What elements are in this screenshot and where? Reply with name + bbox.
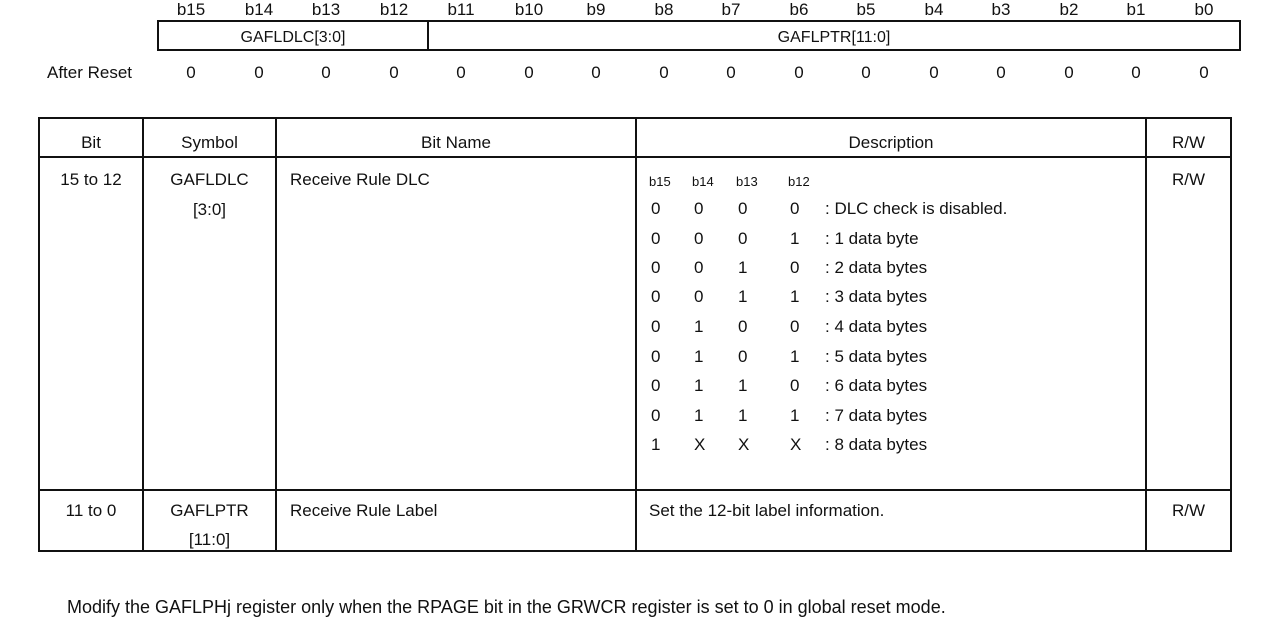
dlc-bit-value: 1 [790, 347, 800, 366]
header-divider [40, 156, 1230, 158]
reset-value: 0 [456, 63, 466, 82]
dlc-meaning: : 2 data bytes [825, 258, 928, 277]
bit-number: b8 [654, 0, 674, 19]
dlc-bit-header: b14 [692, 174, 714, 189]
dlc-bit-value: 1 [651, 435, 661, 454]
bit-number: b9 [586, 0, 606, 19]
bit-number: b0 [1194, 0, 1214, 19]
dlc-bit-value: 1 [694, 406, 704, 425]
reset-value: 0 [996, 63, 1006, 82]
reset-value: 0 [861, 63, 871, 82]
dlc-meaning: : 3 data bytes [825, 287, 928, 306]
dlc-bit-value: 0 [651, 287, 661, 306]
after-reset-label: After Reset [47, 63, 133, 82]
column-divider [635, 119, 637, 550]
field-gafldlc: GAFLDLC[3:0] [240, 29, 346, 46]
bit-number: b12 [379, 0, 409, 19]
dlc-bit-value: 0 [651, 317, 661, 336]
dlc-meaning: : 1 data byte [825, 229, 919, 248]
reset-value: 0 [1199, 63, 1209, 82]
reset-value: 0 [1064, 63, 1074, 82]
bit-number: b15 [176, 0, 206, 19]
dlc-bit-value: 0 [651, 347, 661, 366]
dlc-bit-value: 1 [694, 347, 704, 366]
dlc-bit-value: 0 [651, 229, 661, 248]
dlc-bit-header: b12 [788, 174, 810, 189]
reset-value: 0 [591, 63, 601, 82]
header-rw: R/W [1171, 133, 1206, 152]
dlc-bit-value: 0 [790, 376, 800, 395]
dlc-bit-value: 1 [790, 287, 800, 306]
dlc-bit-value: 0 [651, 258, 661, 277]
row-bit: 11 to 0 [65, 501, 117, 520]
register-field-box [157, 20, 1241, 51]
reset-value: 0 [186, 63, 196, 82]
column-divider [275, 119, 277, 550]
dlc-bit-header: b13 [736, 174, 758, 189]
bit-number: b14 [244, 0, 274, 19]
row-bit: 15 to 12 [60, 170, 122, 189]
dlc-bit-value: X [790, 435, 802, 454]
bit-number: b7 [721, 0, 741, 19]
bit-number: b3 [991, 0, 1011, 19]
reset-value: 0 [524, 63, 534, 82]
row-symbol: GAFLDLC [170, 170, 249, 189]
bit-number: b1 [1126, 0, 1146, 19]
dlc-meaning: : 8 data bytes [825, 435, 928, 454]
reset-value: 0 [321, 63, 331, 82]
dlc-bit-value: 1 [790, 406, 800, 425]
dlc-bit-value: 0 [694, 229, 704, 248]
dlc-bit-value: 0 [651, 376, 661, 395]
bit-number: b11 [447, 0, 475, 19]
reset-value: 0 [726, 63, 736, 82]
bit-number: b13 [311, 0, 341, 19]
dlc-meaning: : 6 data bytes [825, 376, 928, 395]
dlc-bit-value: 0 [738, 199, 748, 218]
header-symbol: Symbol [181, 133, 238, 152]
bit-description-table [38, 117, 1232, 552]
dlc-bit-value: 1 [738, 258, 748, 277]
header-description: Description [848, 133, 934, 152]
reset-value: 0 [1131, 63, 1141, 82]
header-bit: Bit [81, 133, 101, 152]
bit-number: b6 [789, 0, 809, 19]
bit-number: b5 [856, 0, 876, 19]
dlc-bit-value: 0 [738, 347, 748, 366]
header-bit-name: Bit Name [421, 133, 491, 152]
bit-number: b10 [514, 0, 544, 19]
reset-value: 0 [659, 63, 669, 82]
row-symbol: GAFLPTR [170, 501, 249, 520]
row-symbol-range: [3:0] [192, 200, 227, 219]
dlc-bit-value: 1 [738, 376, 748, 395]
dlc-bit-value: X [694, 435, 706, 454]
dlc-bit-value: 0 [738, 229, 748, 248]
bit-number: b4 [924, 0, 944, 19]
reset-value: 0 [794, 63, 804, 82]
dlc-meaning: : 4 data bytes [825, 317, 928, 336]
dlc-meaning: : 5 data bytes [825, 347, 928, 366]
dlc-bit-value: 0 [738, 317, 748, 336]
dlc-bit-value: X [738, 435, 750, 454]
reset-value: 0 [929, 63, 939, 82]
row-bit-name: Receive Rule Label [290, 501, 438, 520]
row-rw: R/W [1171, 501, 1206, 520]
row-divider [40, 489, 1230, 491]
dlc-bit-header: b15 [649, 174, 671, 189]
bit-number: b2 [1059, 0, 1079, 19]
row-symbol-range: [11:0] [188, 530, 231, 549]
field-gaflptr: GAFLPTR[11:0] [777, 29, 891, 46]
dlc-bit-value: 0 [790, 258, 800, 277]
dlc-bit-value: 1 [790, 229, 800, 248]
dlc-bit-value: 1 [738, 406, 748, 425]
dlc-bit-value: 0 [790, 317, 800, 336]
dlc-bit-value: 0 [651, 406, 661, 425]
dlc-bit-value: 0 [694, 258, 704, 277]
dlc-value-list [649, 171, 1129, 471]
dlc-meaning: : 7 data bytes [825, 406, 928, 425]
reset-value: 0 [254, 63, 264, 82]
dlc-bit-value: 0 [790, 199, 800, 218]
dlc-bit-value: 1 [694, 317, 704, 336]
dlc-bit-value: 1 [738, 287, 748, 306]
dlc-bit-value: 0 [694, 199, 704, 218]
reset-value: 0 [389, 63, 399, 82]
row-bit-name: Receive Rule DLC [290, 170, 430, 189]
register-note: Modify the GAFLPHj register only when the RPAGE bit in the GRWCR register is set to 0 in global reset mode. [67, 597, 946, 617]
dlc-meaning: : DLC check is disabled. [825, 199, 1008, 218]
row-description: Set the 12-bit label information. [649, 501, 885, 520]
row-rw: R/W [1171, 170, 1206, 189]
dlc-bit-value: 0 [651, 199, 661, 218]
dlc-bit-value: 0 [694, 287, 704, 306]
dlc-bit-value: 1 [694, 376, 704, 395]
